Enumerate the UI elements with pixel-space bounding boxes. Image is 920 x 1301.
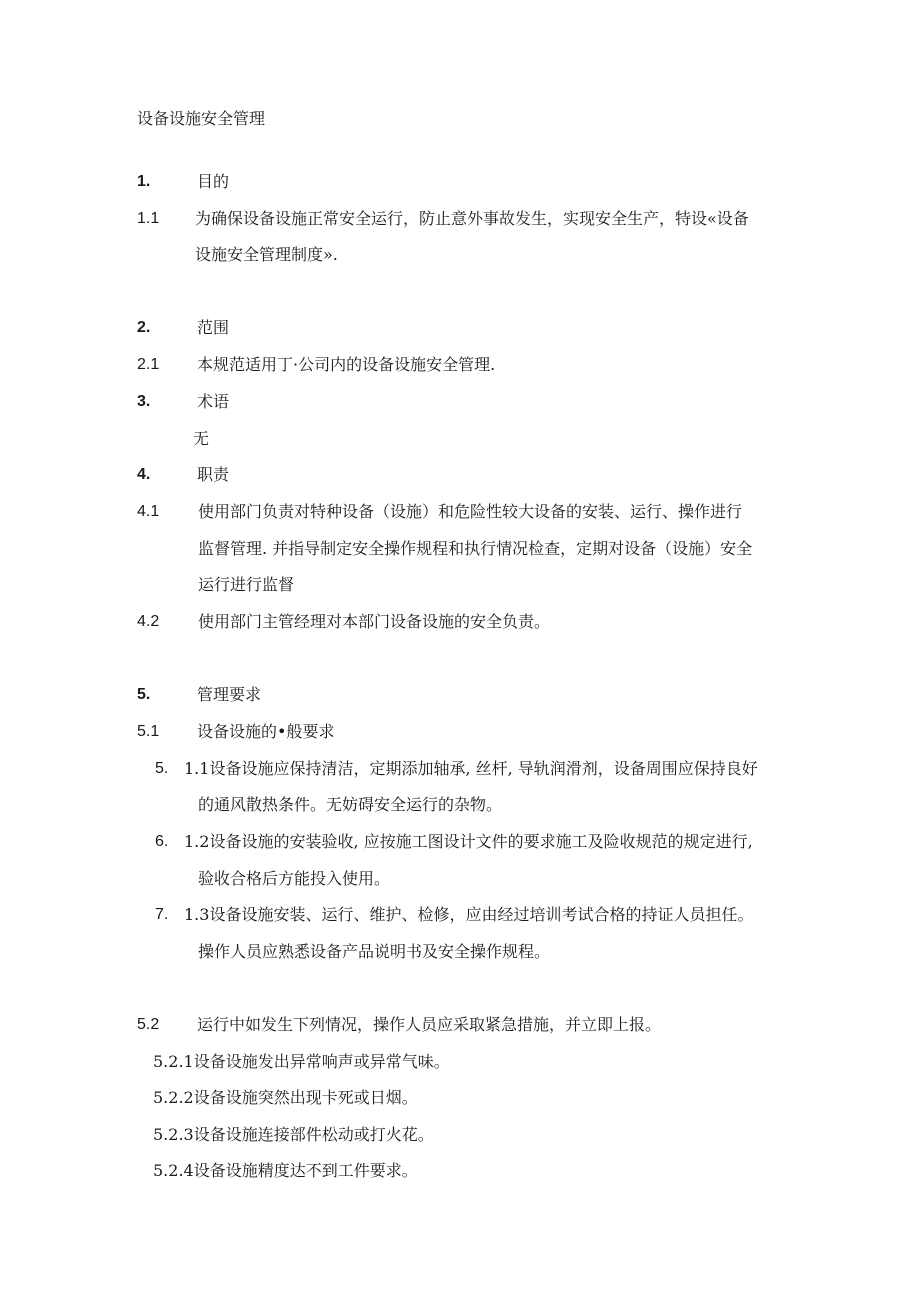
clause-4-1-line-3: 运行进行监督 [198, 575, 295, 594]
section-3-heading: 术语 [197, 392, 230, 411]
clause-1-1-line-2: 设施安全管理制度». [195, 245, 338, 264]
clause-4-2-number: 4.2 [137, 613, 160, 630]
item-5-1-2-number: 6. [155, 833, 169, 850]
section-3-number: 3. [137, 393, 151, 410]
section-5-heading: 管理要求 [197, 685, 262, 704]
item-5-1-2-line-1: 1.2设备设施的安装验收, 应按施工图设计文件的要求施工及险收规范的规定进行, [184, 832, 753, 851]
clause-5-1-number: 5.1 [137, 723, 160, 740]
section-4-heading: 职责 [197, 465, 230, 484]
item-5-1-2-line-2: 验收合格后方能投入使用。 [198, 869, 391, 888]
clause-5-2-number: 5.2 [137, 1016, 160, 1033]
item-5-1-1-number: 5. [155, 760, 169, 777]
clause-4-2-line-1: 使用部门主管经理对本部门设备设施的安全负责。 [198, 612, 551, 631]
clause-4-1-number: 4.1 [137, 503, 160, 520]
clause-4-1-line-1: 使用部门负责对特种设备（设施）和危险性较大设备的安装、运行、操作进行 [198, 502, 743, 521]
clause-1-1-line-1: 为确保设备设施正常安全运行，防止意外事故发生，实现安全生产，特设«设备 [195, 209, 749, 228]
item-5-1-1-line-2: 的通风散热条件。无妨碍安全运行的杂物。 [198, 795, 503, 814]
section-2-heading: 范围 [197, 318, 230, 337]
section-1-number: 1. [137, 173, 151, 190]
clause-4-1-line-2: 监督管理. 并指导制定安全操作规程和执行情况检查，定期对设备（设施）安全 [198, 539, 753, 558]
item-5-2-3: 5.2.3设备设施连接部件松动或打火花。 [153, 1125, 434, 1144]
item-5-1-3-line-1: 1.3设备设施安装、运行、维护、检修，应由经过培训考试合格的持证人员担任。 [184, 905, 754, 924]
item-5-2-1: 5.2.1设备设施发出异常响声或异常气味。 [153, 1052, 450, 1071]
item-5-2-4: 5.2.4设备设施精度达不到工件要求。 [153, 1161, 418, 1180]
section-1-heading: 目的 [197, 172, 230, 191]
section-2-number: 2. [137, 319, 151, 336]
item-5-1-3-line-2: 操作人员应熟悉设备产品说明书及安全操作规程。 [198, 942, 551, 961]
clause-1-1-number: 1.1 [137, 210, 160, 227]
section-4-number: 4. [137, 466, 151, 483]
clause-2-1-number: 2.1 [137, 356, 160, 373]
clause-5-2-line-1: 运行中如发生下列情况，操作人员应采取紧急措施，并立即上报。 [197, 1015, 662, 1034]
item-5-1-1-line-1: 1.1设备设施应保持清洁，定期添加轴承, 丝杆, 导轨润滑剂，设备周围应保持良好 [184, 759, 758, 778]
document-title: 设备设施安全管理 [137, 109, 266, 128]
item-5-2-2: 5.2.2设备设施突然出现卡死或日烟。 [153, 1088, 418, 1107]
section-3-body: 无 [193, 429, 210, 448]
section-5-number: 5. [137, 686, 151, 703]
clause-5-1-line-1: 设备设施的•般要求 [197, 722, 335, 741]
clause-2-1-line-1: 本规范适用丁·公司内的设备设施安全管理. [197, 355, 496, 374]
item-5-1-3-number: 7. [155, 906, 169, 923]
